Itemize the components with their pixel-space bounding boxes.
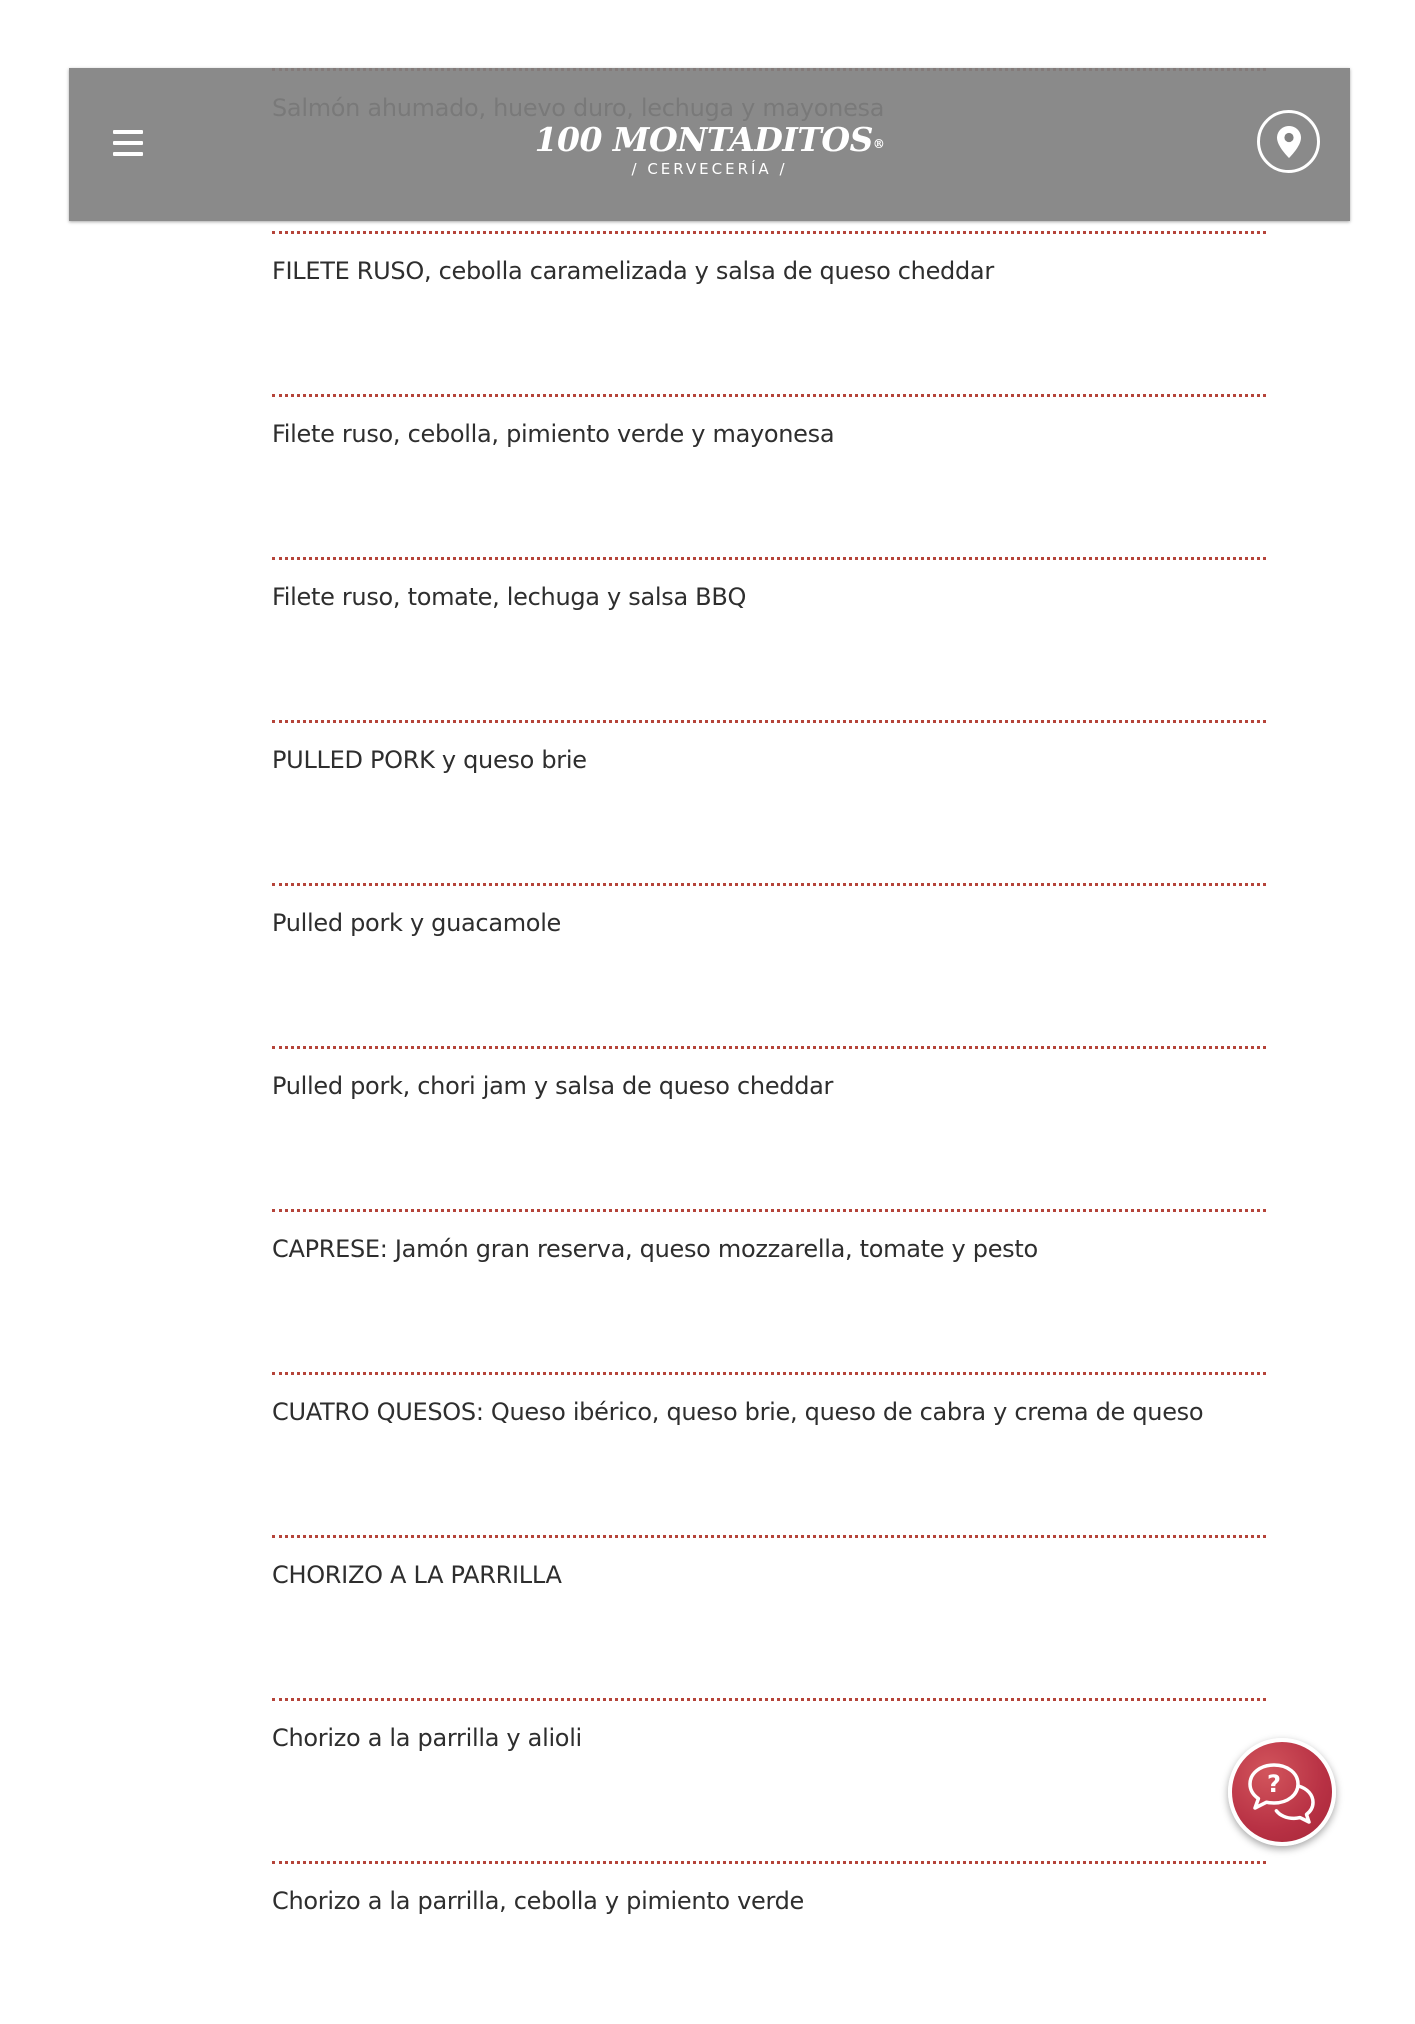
logo-registered-mark: ® [872, 137, 885, 151]
menu-item-text: FILETE RUSO, cebolla caramelizada y salsa de queso cheddar [272, 257, 994, 285]
menu-item[interactable] [272, 1046, 1266, 1209]
menu-item[interactable] [272, 557, 1266, 720]
menu-item-text: CAPRESE: Jamón gran reserva, queso mozzarella, tomate y pesto [272, 1235, 1038, 1263]
menu-item-text: CUATRO QUESOS: Queso ibérico, queso brie, queso de cabra y crema de queso [272, 1398, 1204, 1426]
location-button[interactable] [1257, 110, 1320, 173]
menu-item-text: PULLED PORK y queso brie [272, 746, 587, 774]
logo-main-text: 100 MONTADITOS [534, 120, 873, 159]
menu-item-text: Chorizo a la parrilla, cebolla y pimiento verde [272, 1887, 805, 1915]
top-header [69, 68, 1350, 221]
menu-list [272, 68, 1266, 2024]
logo-subtitle: / CERVECERÍA / [631, 160, 788, 178]
menu-item-text: Pulled pork, chori jam y salsa de queso cheddar [272, 1072, 834, 1100]
menu-item[interactable] [272, 883, 1266, 1046]
menu-item[interactable] [272, 720, 1266, 883]
svg-text:?: ? [1267, 1770, 1281, 1798]
menu-item[interactable] [272, 1698, 1266, 1861]
menu-item-text: Filete ruso, tomate, lechuga y salsa BBQ [272, 583, 747, 611]
help-chat-button[interactable] [1228, 1738, 1336, 1846]
menu-item[interactable] [272, 394, 1266, 557]
menu-item[interactable] [272, 1535, 1266, 1698]
menu-item-text: Filete ruso, cebolla, pimiento verde y mayonesa [272, 420, 835, 448]
menu-item[interactable] [272, 231, 1266, 394]
logo-wordmark [69, 120, 1350, 160]
menu-item-text: Chorizo a la parrilla y alioli [272, 1724, 582, 1752]
brand-logo[interactable] [69, 120, 1350, 178]
menu-item[interactable] [272, 1209, 1266, 1372]
map-pin-icon [1276, 125, 1302, 159]
help-chat-icon [1246, 1759, 1318, 1825]
menu-item-text: Pulled pork y guacamole [272, 909, 562, 937]
menu-item[interactable] [272, 1372, 1266, 1535]
menu-item-text: CHORIZO A LA PARRILLA [272, 1561, 562, 1589]
